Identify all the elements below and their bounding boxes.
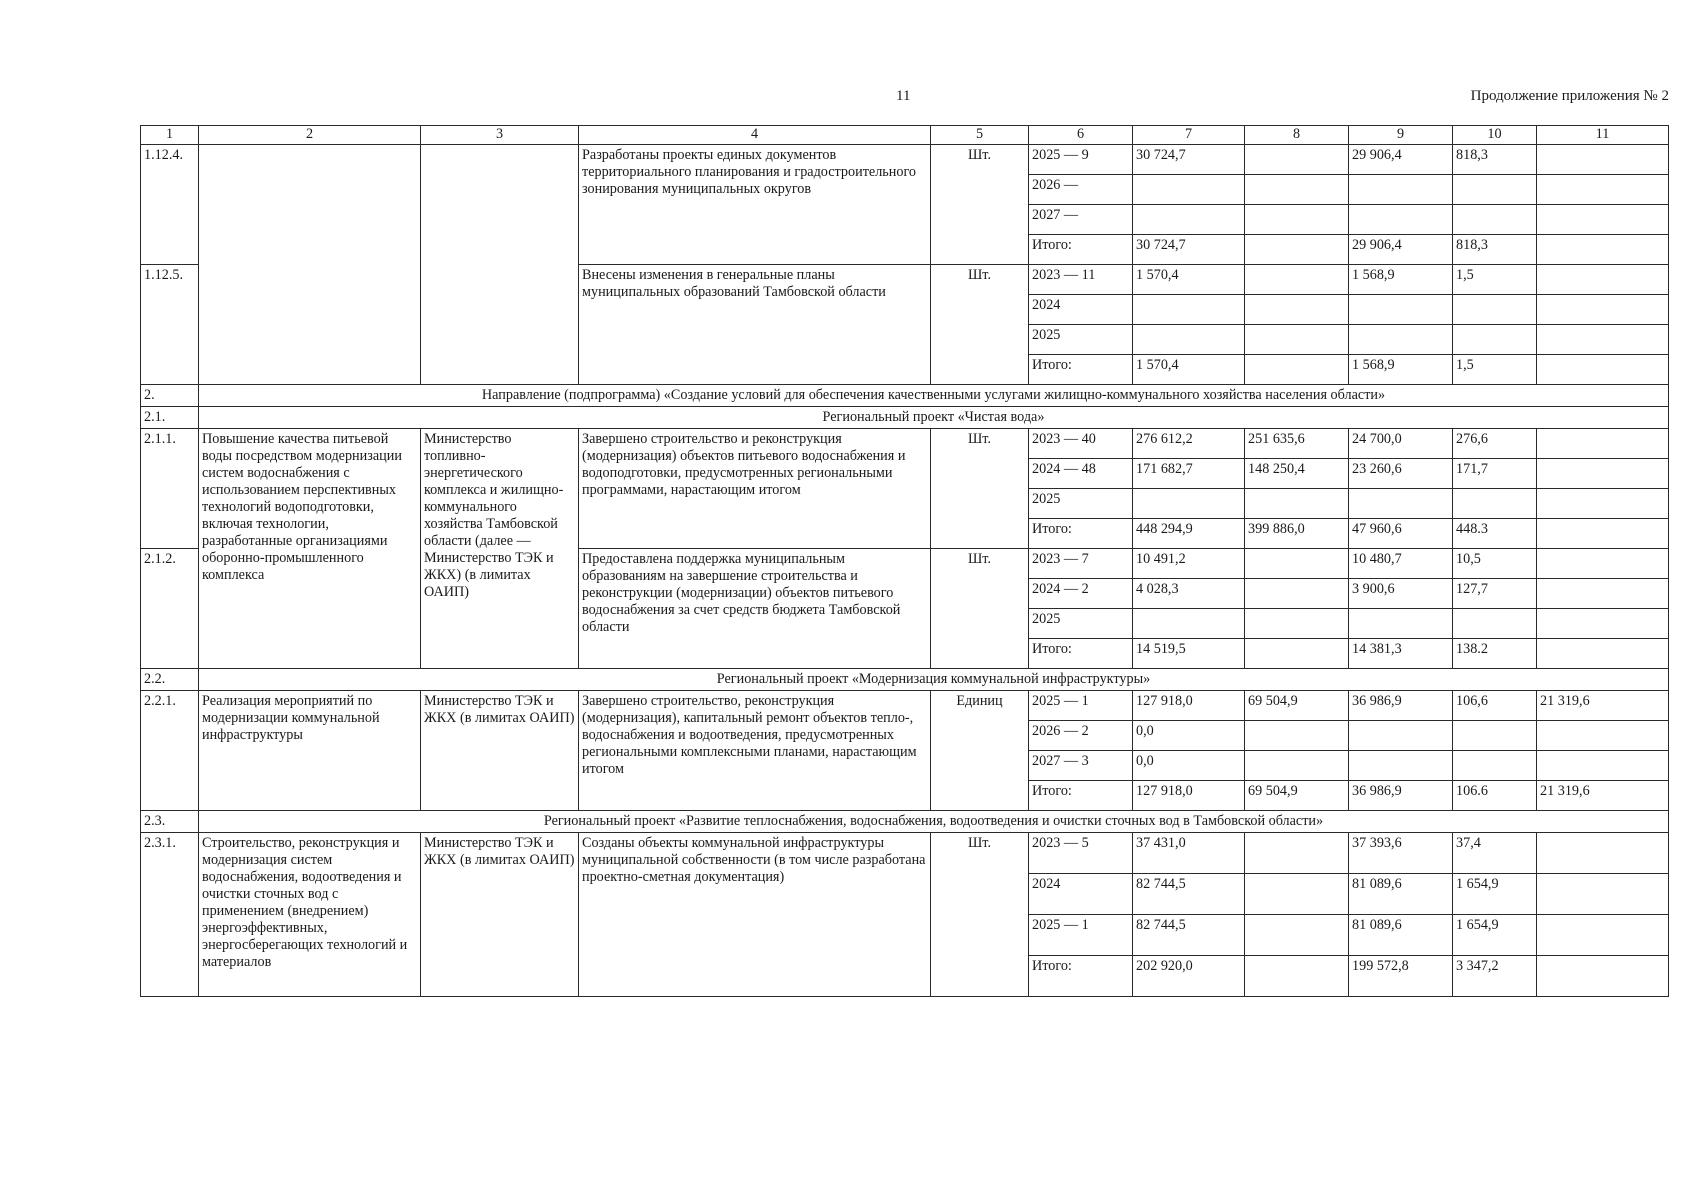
year-cell: 2027 — xyxy=(1029,205,1133,235)
header-cell: 5 xyxy=(931,126,1029,145)
executor-cell: Министерство ТЭК и ЖКХ (в лимитах ОАИП) xyxy=(421,833,579,997)
value-cell xyxy=(1453,751,1537,781)
value-cell xyxy=(1453,489,1537,519)
year-cell: 2026 — xyxy=(1029,175,1133,205)
year-cell: 2025 xyxy=(1029,325,1133,355)
value-cell xyxy=(1133,325,1245,355)
section-title: Направление (подпрограмма) «Создание условий для обеспечения качественными услугами жилищно-коммунального хозяйства населения области» xyxy=(199,385,1669,407)
value-cell xyxy=(1133,295,1245,325)
header-cell: 4 xyxy=(579,126,931,145)
value-cell: 106.6 xyxy=(1453,781,1537,811)
value-cell: 23 260,6 xyxy=(1349,459,1453,489)
value-cell: 1 654,9 xyxy=(1453,874,1537,915)
section-number: 2. xyxy=(141,385,199,407)
header-cell: 6 xyxy=(1029,126,1133,145)
year-cell: 2026 — 2 xyxy=(1029,721,1133,751)
goal-cell: Созданы объекты коммунальной инфраструктуры муниципальной собственности (в том числе разработана проектно-сметная документация) xyxy=(579,833,931,997)
header-cell: 7 xyxy=(1133,126,1245,145)
year-cell: 2024 xyxy=(1029,295,1133,325)
value-cell xyxy=(1537,956,1669,997)
value-cell: 81 089,6 xyxy=(1349,915,1453,956)
value-cell xyxy=(1245,295,1349,325)
value-cell: 0,0 xyxy=(1133,751,1245,781)
row-number: 1.12.4. xyxy=(141,145,199,265)
value-cell: 1 570,4 xyxy=(1133,355,1245,385)
value-cell: 171 682,7 xyxy=(1133,459,1245,489)
year-cell: 2024 — 2 xyxy=(1029,579,1133,609)
table-row xyxy=(141,145,1669,175)
year-cell: 2025 — 1 xyxy=(1029,691,1133,721)
value-cell: 148 250,4 xyxy=(1245,459,1349,489)
value-cell xyxy=(1349,721,1453,751)
year-cell: 2023 — 5 xyxy=(1029,833,1133,874)
year-cell: 2027 — 3 xyxy=(1029,751,1133,781)
value-cell xyxy=(1537,833,1669,874)
value-cell: 448 294,9 xyxy=(1133,519,1245,549)
value-cell xyxy=(1453,295,1537,325)
value-cell: 3 347,2 xyxy=(1453,956,1537,997)
table-row xyxy=(141,429,1669,459)
value-cell: 0,0 xyxy=(1133,721,1245,751)
year-cell: 2025 xyxy=(1029,489,1133,519)
value-cell xyxy=(1349,175,1453,205)
value-cell: 37 393,6 xyxy=(1349,833,1453,874)
value-cell: 82 744,5 xyxy=(1133,874,1245,915)
executor-cell xyxy=(421,145,579,385)
value-cell xyxy=(1245,205,1349,235)
value-cell xyxy=(1349,609,1453,639)
value-cell: 1,5 xyxy=(1453,265,1537,295)
value-cell xyxy=(1537,145,1669,175)
value-cell: 106,6 xyxy=(1453,691,1537,721)
value-cell: 29 906,4 xyxy=(1349,145,1453,175)
table-row xyxy=(141,833,1669,874)
section-row xyxy=(141,407,1669,429)
value-cell xyxy=(1133,175,1245,205)
value-cell xyxy=(1537,355,1669,385)
header-cell: 1 xyxy=(141,126,199,145)
year-cell: 2025 xyxy=(1029,609,1133,639)
section-title: Региональный проект «Модернизация коммунальной инфраструктуры» xyxy=(199,669,1669,691)
value-cell xyxy=(1245,265,1349,295)
value-cell xyxy=(1537,721,1669,751)
value-cell: 1,5 xyxy=(1453,355,1537,385)
year-cell: 2024 xyxy=(1029,874,1133,915)
value-cell xyxy=(1537,874,1669,915)
value-cell: 171,7 xyxy=(1453,459,1537,489)
header-cell: 11 xyxy=(1537,126,1669,145)
header-cell: 8 xyxy=(1245,126,1349,145)
value-cell xyxy=(1453,175,1537,205)
value-cell xyxy=(1537,489,1669,519)
value-cell: 276,6 xyxy=(1453,429,1537,459)
value-cell: 276 612,2 xyxy=(1133,429,1245,459)
value-cell: 36 986,9 xyxy=(1349,781,1453,811)
value-cell xyxy=(1245,639,1349,669)
value-cell: 81 089,6 xyxy=(1349,874,1453,915)
value-cell: 448.3 xyxy=(1453,519,1537,549)
value-cell xyxy=(1245,355,1349,385)
value-cell xyxy=(1537,751,1669,781)
value-cell xyxy=(1537,459,1669,489)
unit-cell: Шт. xyxy=(931,833,1029,997)
value-cell: 251 635,6 xyxy=(1245,429,1349,459)
value-cell: 1 568,9 xyxy=(1349,355,1453,385)
goal-cell: Завершено строительство и реконструкция (модернизация) объектов питьевого водоснабжения и водоподготовки, предусмотренных региональными программами, нарастающим итогом xyxy=(579,429,931,549)
value-cell xyxy=(1537,639,1669,669)
section-title: Региональный проект «Развитие теплоснабжения, водоснабжения, водоотведения и очистки сточных вод в Тамбовской области» xyxy=(199,811,1669,833)
value-cell xyxy=(1349,295,1453,325)
value-cell: 36 986,9 xyxy=(1349,691,1453,721)
value-cell xyxy=(1537,915,1669,956)
value-cell xyxy=(1245,145,1349,175)
value-cell xyxy=(1245,235,1349,265)
value-cell: 10 480,7 xyxy=(1349,549,1453,579)
value-cell: 21 319,6 xyxy=(1537,691,1669,721)
unit-cell: Шт. xyxy=(931,145,1029,265)
unit-cell: Шт. xyxy=(931,429,1029,549)
header-cell: 10 xyxy=(1453,126,1537,145)
value-cell: 10,5 xyxy=(1453,549,1537,579)
total-label-cell: Итого: xyxy=(1029,956,1133,997)
value-cell xyxy=(1245,956,1349,997)
value-cell: 69 504,9 xyxy=(1245,781,1349,811)
program-table xyxy=(140,125,1669,997)
section-title: Региональный проект «Чистая вода» xyxy=(199,407,1669,429)
value-cell xyxy=(1453,609,1537,639)
value-cell: 14 519,5 xyxy=(1133,639,1245,669)
value-cell xyxy=(1349,325,1453,355)
row-number: 2.1.2. xyxy=(141,549,199,669)
value-cell xyxy=(1245,609,1349,639)
header-cell: 9 xyxy=(1349,126,1453,145)
year-cell: 2023 — 7 xyxy=(1029,549,1133,579)
value-cell xyxy=(1537,519,1669,549)
measure-cell xyxy=(199,145,421,385)
year-cell: 2023 — 11 xyxy=(1029,265,1133,295)
total-label-cell: Итого: xyxy=(1029,519,1133,549)
year-cell: 2025 — 1 xyxy=(1029,915,1133,956)
page-number: 11 xyxy=(896,88,911,104)
value-cell: 69 504,9 xyxy=(1245,691,1349,721)
value-cell: 818,3 xyxy=(1453,235,1537,265)
value-cell xyxy=(1537,579,1669,609)
section-row xyxy=(141,669,1669,691)
value-cell: 47 960,6 xyxy=(1349,519,1453,549)
measure-cell: Строительство, реконструкция и модернизация систем водоснабжения, водоотведения и очистки сточных вод с применением (внедрением) энергоэффективных, энергосберегающих технологий и материалов xyxy=(199,833,421,997)
value-cell: 1 654,9 xyxy=(1453,915,1537,956)
value-cell xyxy=(1349,751,1453,781)
value-cell: 202 920,0 xyxy=(1133,956,1245,997)
value-cell: 14 381,3 xyxy=(1349,639,1453,669)
section-number: 2.1. xyxy=(141,407,199,429)
goal-cell: Предоставлена поддержка муниципальным образованиям на завершение строительства и реконструкции (модернизации) объектов питьевого водоснабжения за счет средств бюджета Тамбовской области xyxy=(579,549,931,669)
value-cell xyxy=(1245,874,1349,915)
value-cell xyxy=(1245,915,1349,956)
appendix-continuation: Продолжение приложения № 2 xyxy=(1470,88,1669,104)
value-cell: 127 918,0 xyxy=(1133,691,1245,721)
value-cell: 399 886,0 xyxy=(1245,519,1349,549)
value-cell xyxy=(1245,751,1349,781)
value-cell: 10 491,2 xyxy=(1133,549,1245,579)
table-row xyxy=(141,691,1669,721)
value-cell xyxy=(1245,175,1349,205)
value-cell xyxy=(1537,265,1669,295)
value-cell: 138.2 xyxy=(1453,639,1537,669)
value-cell: 127,7 xyxy=(1453,579,1537,609)
value-cell: 818,3 xyxy=(1453,145,1537,175)
executor-cell: Министерство топливно-энергетического комплекса и жилищно-коммунального хозяйства Тамбовской области (далее — Министерство ТЭК и ЖКХ) (в лимитах ОАИП) xyxy=(421,429,579,669)
value-cell xyxy=(1537,325,1669,355)
value-cell: 3 900,6 xyxy=(1349,579,1453,609)
row-number: 2.1.1. xyxy=(141,429,199,549)
goal-cell: Разработаны проекты единых документов территориального планирования и градостроительного зонирования муниципальных округов xyxy=(579,145,931,265)
goal-cell: Завершено строительство, реконструкция (модернизация), капитальный ремонт объектов тепло-, водоснабжения и водоотведения, предусмотренных региональными комплексными планами, нарастающим итогом xyxy=(579,691,931,811)
row-number: 1.12.5. xyxy=(141,265,199,385)
value-cell: 29 906,4 xyxy=(1349,235,1453,265)
value-cell xyxy=(1245,489,1349,519)
value-cell xyxy=(1245,833,1349,874)
value-cell xyxy=(1537,609,1669,639)
value-cell xyxy=(1537,429,1669,459)
value-cell xyxy=(1453,721,1537,751)
total-label-cell: Итого: xyxy=(1029,639,1133,669)
value-cell xyxy=(1537,235,1669,265)
value-cell: 4 028,3 xyxy=(1133,579,1245,609)
value-cell xyxy=(1537,205,1669,235)
year-cell: 2023 — 40 xyxy=(1029,429,1133,459)
year-cell: 2025 — 9 xyxy=(1029,145,1133,175)
section-number: 2.3. xyxy=(141,811,199,833)
measure-cell: Реализация мероприятий по модернизации коммунальной инфраструктуры xyxy=(199,691,421,811)
value-cell: 30 724,7 xyxy=(1133,145,1245,175)
header-cell: 3 xyxy=(421,126,579,145)
section-number: 2.2. xyxy=(141,669,199,691)
value-cell xyxy=(1453,205,1537,235)
value-cell xyxy=(1537,175,1669,205)
value-cell: 37,4 xyxy=(1453,833,1537,874)
value-cell xyxy=(1349,205,1453,235)
measure-cell: Повышение качества питьевой воды посредством модернизации систем водоснабжения с использованием перспективных технологий водоподготовки, включая технологии, разработанные организациями оборонно-промышленного комплекса xyxy=(199,429,421,669)
total-label-cell: Итого: xyxy=(1029,781,1133,811)
header-cell: 2 xyxy=(199,126,421,145)
value-cell: 21 319,6 xyxy=(1537,781,1669,811)
section-row xyxy=(141,385,1669,407)
value-cell: 37 431,0 xyxy=(1133,833,1245,874)
value-cell: 1 568,9 xyxy=(1349,265,1453,295)
value-cell: 24 700,0 xyxy=(1349,429,1453,459)
total-label-cell: Итого: xyxy=(1029,355,1133,385)
year-cell: 2024 — 48 xyxy=(1029,459,1133,489)
value-cell xyxy=(1133,205,1245,235)
value-cell xyxy=(1133,489,1245,519)
value-cell xyxy=(1349,489,1453,519)
goal-cell: Внесены изменения в генеральные планы муниципальных образований Тамбовской области xyxy=(579,265,931,385)
value-cell: 1 570,4 xyxy=(1133,265,1245,295)
total-label-cell: Итого: xyxy=(1029,235,1133,265)
executor-cell: Министерство ТЭК и ЖКХ (в лимитах ОАИП) xyxy=(421,691,579,811)
unit-cell: Шт. xyxy=(931,549,1029,669)
row-number: 2.2.1. xyxy=(141,691,199,811)
value-cell xyxy=(1245,579,1349,609)
value-cell xyxy=(1245,325,1349,355)
unit-cell: Единиц xyxy=(931,691,1029,811)
row-number: 2.3.1. xyxy=(141,833,199,997)
unit-cell: Шт. xyxy=(931,265,1029,385)
value-cell: 127 918,0 xyxy=(1133,781,1245,811)
section-row xyxy=(141,811,1669,833)
value-cell: 82 744,5 xyxy=(1133,915,1245,956)
value-cell xyxy=(1245,549,1349,579)
value-cell xyxy=(1453,325,1537,355)
value-cell xyxy=(1245,721,1349,751)
value-cell xyxy=(1133,609,1245,639)
value-cell: 30 724,7 xyxy=(1133,235,1245,265)
value-cell xyxy=(1537,549,1669,579)
header-row xyxy=(141,126,1669,145)
value-cell xyxy=(1537,295,1669,325)
value-cell: 199 572,8 xyxy=(1349,956,1453,997)
